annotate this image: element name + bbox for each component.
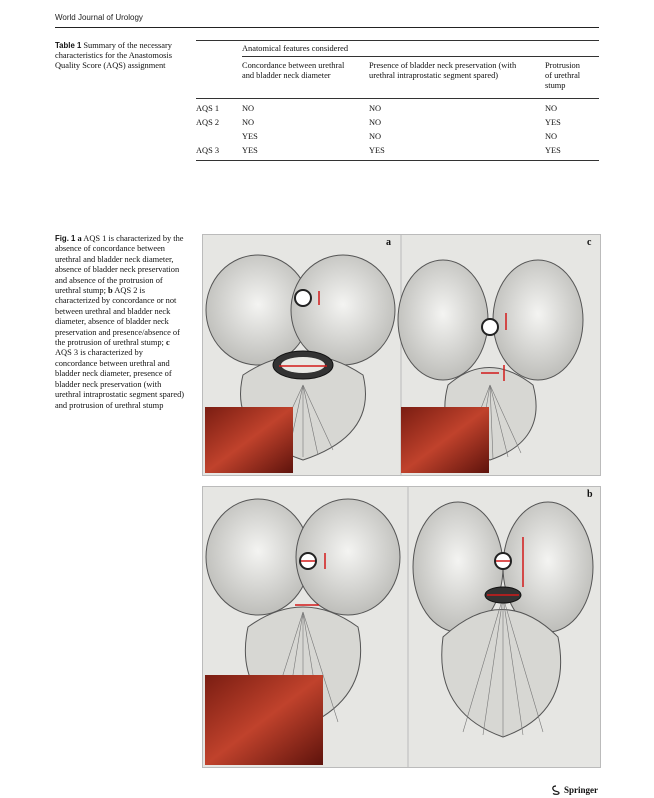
publisher-name: Springer	[563, 785, 598, 795]
table-caption-text: Summary of the necessary characteristics for the Anastomosis Quality Score (AQS) assignment	[55, 41, 172, 70]
col-header-concordance: Concordance between urethral and bladder neck diameter	[242, 61, 345, 80]
figure-panel-top	[202, 234, 601, 476]
col-header-preservation: Presence of bladder neck preservation (with urethral intraprostatic segment spared)	[369, 61, 517, 80]
header-bottom-rule	[196, 98, 599, 99]
panel-label-c: c	[587, 237, 592, 248]
anatomy-sketch-bottom	[203, 487, 600, 767]
col-header-protrusion: Protrusion of urethral stump	[545, 61, 581, 90]
panel-label-a: a	[386, 237, 391, 248]
group-header-rule	[242, 56, 599, 57]
header-rule	[55, 27, 599, 28]
anatomy-sketch-top	[203, 235, 600, 475]
panel-label-b: b	[587, 489, 593, 500]
springer-logo-icon	[551, 785, 561, 795]
table-caption	[55, 41, 183, 71]
table-label: Table 1	[55, 41, 82, 50]
table-top-rule	[196, 40, 599, 41]
publisher-footer	[551, 785, 598, 795]
table-bottom-rule	[196, 160, 599, 161]
journal-title: World Journal of Urology	[55, 13, 143, 22]
figure-panel-bottom	[202, 486, 601, 768]
figure-label: Fig. 1	[55, 234, 76, 243]
figure-caption: Fig. 1 a AQS 1 is characterized by the absence of concordance between urethral and bladder neck diameter, absence of bladder neck preservation and absence of the protrusion of urethral stump; b AQS 2 is characterized by concordance or not between urethral and bladder neck diameter, absence of bladder neck preservation and presence/absence of the protrusion of urethral stump; c AQS 3 is characterized by concordance between urethral and bladder neck diameter, presence of bladder neck preservation (with urethral intraprostatic segment spared) and protrusion of urethral stump	[55, 234, 185, 410]
group-header: Anatomical features considered	[242, 44, 349, 53]
